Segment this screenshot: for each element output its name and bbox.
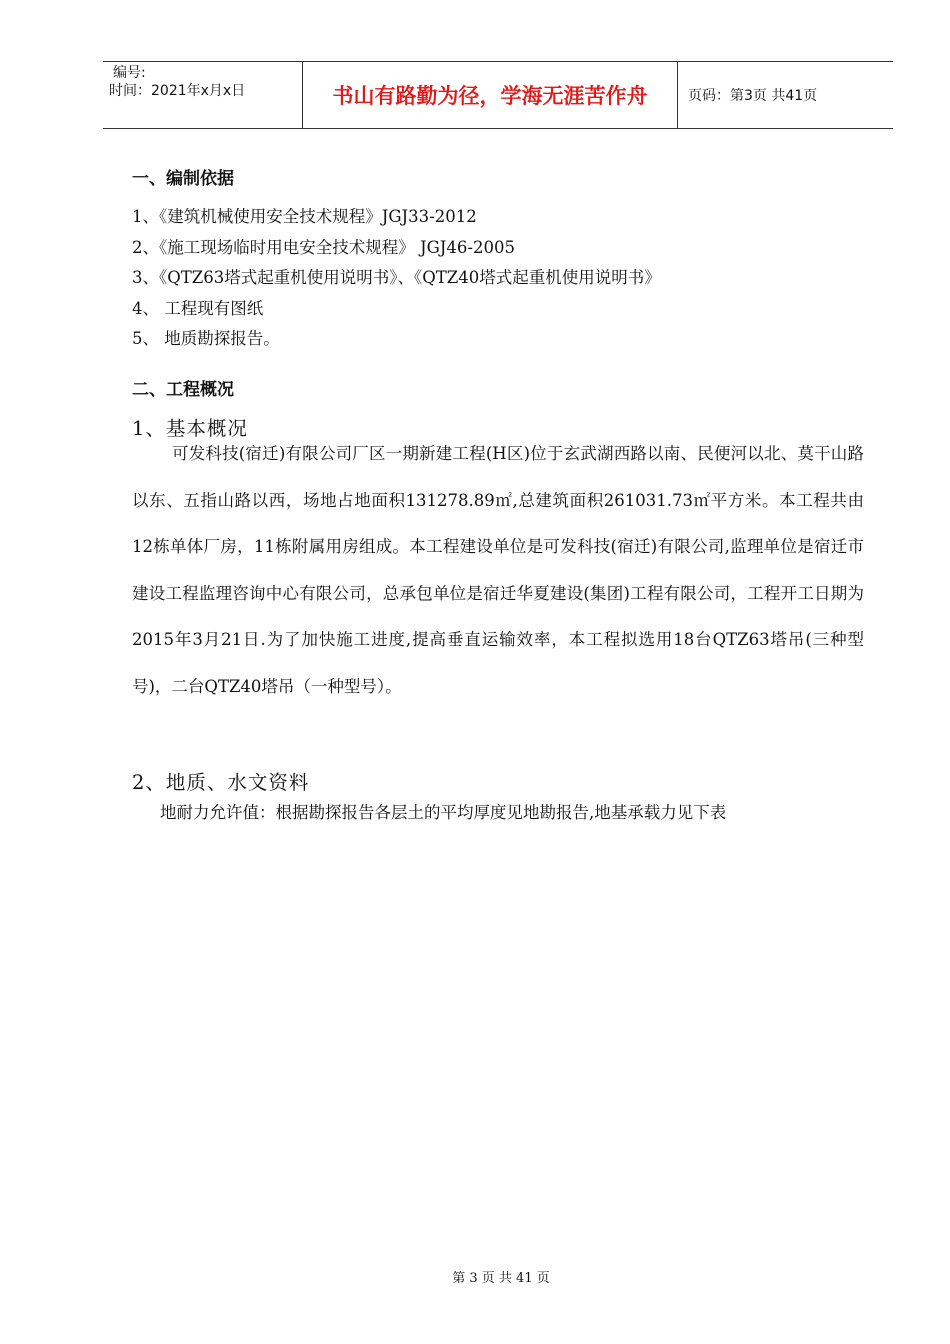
subsection-title-geology: 2、地质、水文资料 [132,771,310,794]
reference-item: 1、《建筑机械使用安全技术规程》JGJ33-2012 [132,207,477,226]
serial-number-label: 编号: [113,65,146,81]
header-page-code: 页码：第3页 共41页 [688,88,818,104]
subsection-title-basic: 1、基本概况 [132,417,248,440]
page-footer: 第 3 页 共 41 页 [452,1271,550,1286]
section-title-overview: 二、工程概况 [132,380,234,400]
time-label: 时间：2021年x月x日 [109,83,246,99]
header-info-cell [103,62,303,128]
header-motto: 书山有路勤为径，学海无涯苦作舟 [303,62,678,128]
reference-item: 4、 工程现有图纸 [132,299,264,318]
reference-item: 3、《QTZ63塔式起重机使用说明书》、《QTZ40塔式起重机使用说明书》 [132,268,661,287]
page-header [103,61,893,129]
section-title-basis: 一、编制依据 [132,169,234,189]
reference-item: 2、《施工现场临时用电安全技术规程》 JGJ46-2005 [132,238,515,257]
geology-paragraph: 地耐力允许值：根据勘探报告各层土的平均厚度见地勘报告,地基承载力见下表 [160,803,727,822]
overview-paragraph: 可发科技(宿迁)有限公司厂区一期新建工程(H区)位于玄武湖西路以南、民便河以北、莫干山路以东、五指山路以西，场地占地面积131278.89㎡,总建筑面积261031.73㎡平方米。本工程共由12栋单体厂房，11栋附属用房组成。本工程建设单位是可发科技(宿迁)有限公司,监理单位是宿迁市建设工程监理咨询中心有限公司，总承包单位是宿迁华夏建设(集团)工程有限公司，工程开工日期为2015年3月21日.为了加快施工进度,提高垂直运输效率，本工程拟选用18台QTZ63塔吊(三种型号)，二台QTZ40塔吊（一种型号）。 [132,444,864,696]
reference-item: 5、 地质勘探报告。 [132,329,280,348]
